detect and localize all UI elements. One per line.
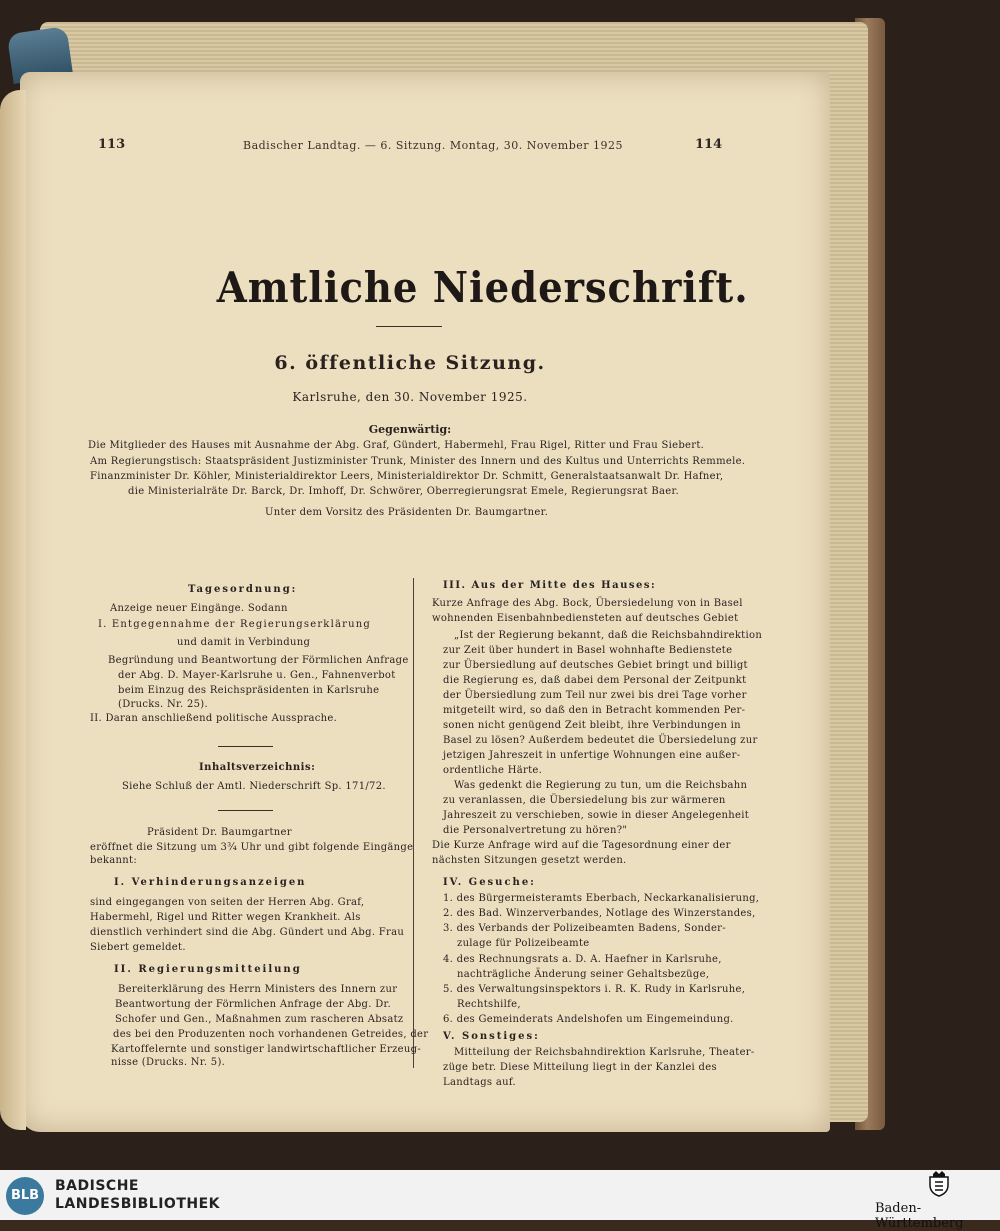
section-line: Siebert gemeldet. (90, 942, 186, 953)
quote-line: zur Übersiedlung auf deutsches Gebiet bringt und billigt (443, 660, 748, 671)
quote-line: die Personalvertretung zu hören?" (443, 825, 628, 836)
section-line: Kurze Anfrage des Abg. Bock, Übersiedelung von in Basel (432, 598, 743, 609)
quote-line: zur Zeit über hundert in Basel wohnhafte Bedienstete (443, 645, 733, 656)
agenda-line: I. Entgegennahme der Regierungserklärung (98, 619, 371, 630)
quote-line: der Übersiedlung zum Teil nur zwei bis drei Tage vorher (443, 690, 747, 701)
state-logo-text[interactable]: Baden-Württemberg (875, 1201, 964, 1231)
section-heading: I. Verhinderungsanzeigen (114, 877, 307, 888)
section-line: Mitteilung der Reichsbahndirektion Karlsruhe, Theater- (454, 1047, 755, 1058)
section-heading: V. Sonstiges: (443, 1031, 540, 1042)
section-divider (218, 746, 273, 747)
title-divider (376, 326, 442, 327)
petition-item: nachträgliche Änderung seiner Gehaltsbezüge, (457, 969, 710, 980)
president-line: bekannt: (90, 855, 138, 866)
library-name-line1: BADISCHE (55, 1178, 139, 1194)
quote-line: Basel zu lösen? Außerdem bedeutet die Übersiedelung zur (443, 735, 758, 746)
section-line: Schofer und Gen., Maßnahmen zum rascheren Absatz (115, 1014, 404, 1025)
section-line: wohnenden Eisenbahnbediensteten auf deutsches Gebiet (432, 613, 739, 624)
section-line: des bei den Produzenten noch vorhandenen Getreides, der (113, 1029, 429, 1040)
quote-line: die Regierung es, daß dabei dem Personal der Zeitpunkt (443, 675, 747, 686)
petition-item: zulage für Polizeibeamte (457, 938, 590, 949)
section-line: dienstlich verhindert sind die Abg. Gündert und Abg. Frau (90, 927, 405, 938)
agenda-line: der Abg. D. Mayer-Karlsruhe u. Gen., Fahnenverbot (118, 670, 396, 681)
section-line: nächsten Sitzungen gesetzt werden. (432, 855, 627, 866)
running-header: Badischer Landtag. — 6. Sitzung. Montag, 30. November 1925 (243, 139, 623, 152)
president-line: Präsident Dr. Baumgartner (147, 827, 292, 838)
petition-item: 4. des Rechnungsrats a. D. A. Haefner in Karlsruhe, (443, 954, 722, 965)
present-line: Finanzminister Dr. Köhler, Ministerialdirektor Leers, Ministerialdirektor Dr. Schmitt, Generalstaatsanwalt Dr. Hafner, (90, 471, 724, 482)
quote-line: „Ist der Regierung bekannt, daß die Reichsbahndirektion (454, 630, 763, 641)
present-line: die Ministerialräte Dr. Barck, Dr. Imhoff, Dr. Schwörer, Oberregierungsrat Emele, Regierungsrat Baer. (128, 486, 679, 497)
present-line: Die Mitglieder des Hauses mit Ausnahme der Abg. Graf, Gündert, Habermehl, Frau Rigel, Ritter und Frau Siebert. (88, 440, 705, 451)
page-number-left: 113 (98, 137, 126, 152)
section-heading: II. Regierungsmitteilung (114, 964, 302, 975)
agenda-line: Anzeige neuer Eingänge. Sodann (110, 603, 288, 614)
quote-line: Jahreszeit zu verschieben, sowie in dieser Angelegenheit (443, 810, 750, 821)
column-divider (413, 578, 414, 1068)
quote-line: zu veranlassen, die Übersiedelung bis zur wärmeren (443, 795, 726, 806)
petition-item: 3. des Verbands der Polizeibeamten Badens, Sonder- (443, 923, 726, 934)
president-line: eröffnet die Sitzung um 3¾ Uhr und gibt folgende Eingänge (90, 842, 414, 853)
section-line: Beantwortung der Förmlichen Anfrage der Abg. Dr. (115, 999, 391, 1010)
chair-line: Unter dem Vorsitz des Präsidenten Dr. Baumgartner. (265, 507, 549, 518)
section-line: Die Kurze Anfrage wird auf die Tagesordnung einer der (432, 840, 731, 851)
section-heading: IV. Gesuche: (443, 877, 536, 888)
section-line: Bereiterklärung des Herrn Ministers des Innern zur (118, 984, 398, 995)
agenda-line: beim Einzug des Reichspräsidenten in Karlsruhe (118, 685, 380, 696)
footer-bar (0, 1170, 1000, 1220)
agenda-line: (Drucks. Nr. 25). (118, 699, 208, 710)
section-divider (218, 810, 273, 811)
section-line: Landtags auf. (443, 1077, 516, 1088)
petition-item: Rechtshilfe, (457, 999, 521, 1010)
page-number-right: 114 (695, 137, 723, 152)
session-title: 6. öffentliche Sitzung. (274, 352, 546, 374)
library-name-line2: LANDESBIBLIOTHEK (55, 1196, 221, 1212)
contents-heading: Inhaltsverzeichnis: (199, 762, 316, 773)
agenda-line: und damit in Verbindung (177, 637, 311, 648)
section-line: sind eingegangen von seiten der Herren Abg. Graf, (90, 897, 365, 908)
present-line: Am Regierungstisch: Staatspräsident Justizminister Trunk, Minister des Innern und des Kultus und Unterrichts Remmele. (90, 456, 746, 467)
place-date: Karlsruhe, den 30. November 1925. (292, 390, 528, 404)
section-line: züge betr. Diese Mitteilung liegt in der Kanzlei des (443, 1062, 717, 1073)
petition-item: 2. des Bad. Winzerverbandes, Notlage des Winzerstandes, (443, 908, 756, 919)
quote-line: sonen nicht genügend Zeit bleibt, ihre Verbindungen in (443, 720, 741, 731)
present-heading: Gegenwärtig: (368, 423, 452, 436)
section-heading: III. Aus der Mitte des Hauses: (443, 580, 657, 591)
agenda-line: II. Daran anschließend politische Aussprache. (90, 713, 338, 724)
quote-line: mitgeteilt wird, so daß den in Betracht kommenden Per- (443, 705, 746, 716)
left-page-curl (0, 90, 26, 1130)
agenda-line: Begründung und Beantwortung der Förmlichen Anfrage (108, 655, 409, 666)
quote-line: ordentliche Härte. (443, 765, 543, 776)
agenda-heading: Tagesordnung: (188, 584, 298, 595)
blb-logo[interactable]: BLB (6, 1177, 44, 1215)
section-line: Habermehl, Rigel und Ritter wegen Krankheit. Als (90, 912, 361, 923)
section-line: nisse (Drucks. Nr. 5). (111, 1057, 226, 1068)
petition-item: 6. des Gemeinderats Andelshofen um Eingemeindung. (443, 1014, 734, 1025)
petition-item: 1. des Bürgermeisteramts Eberbach, Neckarkanalisierung, (443, 893, 760, 904)
coat-of-arms-icon (927, 1171, 951, 1197)
section-line: Kartoffelernte und sonstiger landwirtschaftlicher Erzeug- (111, 1044, 422, 1055)
quote-line: Was gedenkt die Regierung zu tun, um die Reichsbahn (454, 780, 748, 791)
contents-text: Siehe Schluß der Amtl. Niederschrift Sp. 171/72. (122, 781, 386, 792)
petition-item: 5. des Verwaltungsinspektors i. R. K. Rudy in Karlsruhe, (443, 984, 746, 995)
document-title: Amtliche Niederschrift. (216, 263, 749, 312)
quote-line: jetzigen Jahreszeit in unfertige Wohnungen eine außer- (443, 750, 741, 761)
